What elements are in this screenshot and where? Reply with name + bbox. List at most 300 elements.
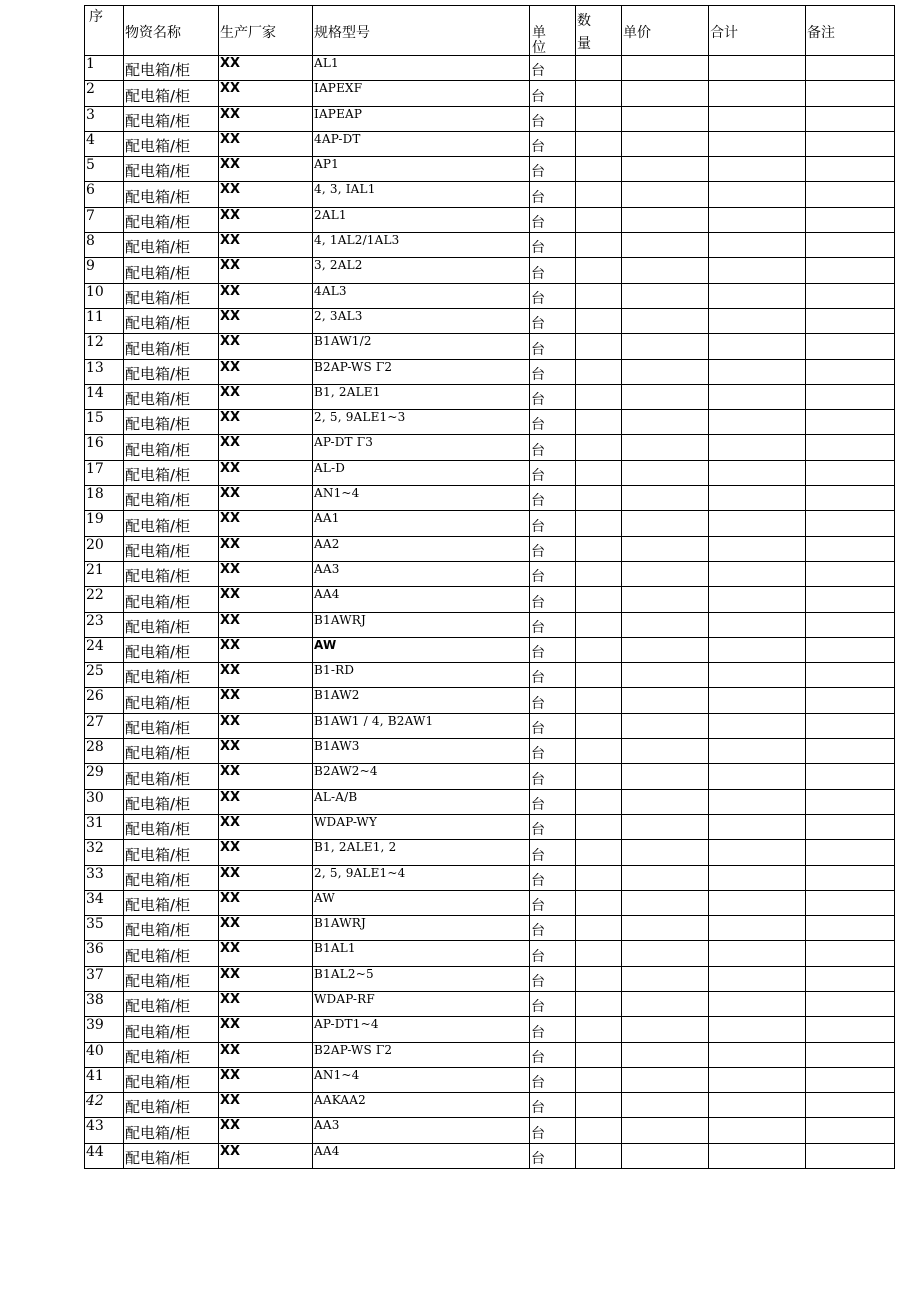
material-name-cell: 配电箱/柜 (124, 283, 219, 308)
spec-model-cell: AN1~4 (313, 486, 530, 511)
remark-cell (806, 814, 895, 839)
spec-model-cell: B2AP-WS Γ2 (313, 1042, 530, 1067)
table-row (85, 511, 895, 536)
manufacturer-cell: XX (219, 182, 313, 207)
quantity-cell (576, 789, 622, 814)
material-name-cell: 配电箱/柜 (124, 359, 219, 384)
row-number-cell: 6 (85, 182, 124, 207)
header-name (124, 6, 219, 56)
material-name-cell: 配电箱/柜 (124, 941, 219, 966)
table-row (85, 637, 895, 662)
unit-cell: 台 (530, 890, 576, 915)
spec-model-cell: AA2 (313, 536, 530, 561)
total-cell (709, 966, 806, 991)
unit-price-cell (622, 991, 709, 1016)
header-spec (313, 6, 530, 56)
material-name-cell: 配电箱/柜 (124, 764, 219, 789)
row-number-cell: 5 (85, 157, 124, 182)
unit-price-cell (622, 916, 709, 941)
remark-cell (806, 435, 895, 460)
unit-cell: 台 (530, 258, 576, 283)
unit-price-cell (622, 1118, 709, 1143)
quantity-cell (576, 283, 622, 308)
unit-cell: 台 (530, 81, 576, 106)
table-row (85, 157, 895, 182)
spec-model-cell: 4, 1AL2/1AL3 (313, 233, 530, 258)
unit-price-cell (622, 384, 709, 409)
remark-cell (806, 1067, 895, 1092)
quantity-cell (576, 182, 622, 207)
table-row (85, 587, 895, 612)
quantity-cell (576, 1143, 622, 1168)
unit-price-cell (622, 511, 709, 536)
material-name-cell: 配电箱/柜 (124, 612, 219, 637)
total-cell (709, 1118, 806, 1143)
total-cell (709, 207, 806, 232)
quantity-cell (576, 764, 622, 789)
manufacturer-cell: XX (219, 840, 313, 865)
manufacturer-cell: XX (219, 435, 313, 460)
table-row (85, 1042, 895, 1067)
unit-cell: 台 (530, 1042, 576, 1067)
quantity-cell (576, 384, 622, 409)
material-name-cell: 配电箱/柜 (124, 966, 219, 991)
total-cell (709, 233, 806, 258)
spec-model-cell: AAKAA2 (313, 1093, 530, 1118)
table-row (85, 739, 895, 764)
total-cell (709, 106, 806, 131)
table-row (85, 182, 895, 207)
table-row (85, 384, 895, 409)
remark-cell (806, 991, 895, 1016)
manufacturer-cell: XX (219, 460, 313, 485)
header-manufacturer-label: 生产厂家 (220, 25, 276, 41)
remark-cell (806, 966, 895, 991)
unit-cell: 台 (530, 1093, 576, 1118)
material-name-cell: 配电箱/柜 (124, 106, 219, 131)
spec-model-cell: B2AW2~4 (313, 764, 530, 789)
material-name-cell: 配电箱/柜 (124, 1067, 219, 1092)
remark-cell (806, 233, 895, 258)
manufacturer-cell: XX (219, 713, 313, 738)
unit-price-cell (622, 789, 709, 814)
unit-cell: 台 (530, 916, 576, 941)
table-row (85, 536, 895, 561)
unit-price-cell (622, 182, 709, 207)
quantity-cell (576, 637, 622, 662)
unit-price-cell (622, 308, 709, 333)
table-row (85, 56, 895, 81)
material-name-cell: 配电箱/柜 (124, 840, 219, 865)
manufacturer-cell: XX (219, 56, 313, 81)
row-number-cell: 10 (85, 283, 124, 308)
header-remark (806, 6, 895, 56)
header-seq-label: 序 (89, 9, 103, 25)
header-price-label: 单价 (623, 25, 651, 41)
table-row (85, 916, 895, 941)
material-name-cell: 配电箱/柜 (124, 637, 219, 662)
unit-price-cell (622, 536, 709, 561)
remark-cell (806, 410, 895, 435)
quantity-cell (576, 587, 622, 612)
remark-cell (806, 359, 895, 384)
spec-model-cell: AN1~4 (313, 1067, 530, 1092)
material-name-cell: 配电箱/柜 (124, 789, 219, 814)
total-cell (709, 157, 806, 182)
table-row (85, 308, 895, 333)
remark-cell (806, 56, 895, 81)
table-row (85, 359, 895, 384)
material-name-cell: 配电箱/柜 (124, 81, 219, 106)
total-cell (709, 258, 806, 283)
remark-cell (806, 283, 895, 308)
quantity-cell (576, 131, 622, 156)
remark-cell (806, 764, 895, 789)
unit-cell: 台 (530, 536, 576, 561)
unit-cell: 台 (530, 991, 576, 1016)
material-name-cell: 配电箱/柜 (124, 486, 219, 511)
remark-cell (806, 81, 895, 106)
manufacturer-cell: XX (219, 865, 313, 890)
header-manufacturer (219, 6, 313, 56)
table-row (85, 890, 895, 915)
manufacturer-cell: XX (219, 991, 313, 1016)
row-number-cell: 29 (85, 764, 124, 789)
unit-price-cell (622, 966, 709, 991)
unit-price-cell (622, 1143, 709, 1168)
material-name-cell: 配电箱/柜 (124, 131, 219, 156)
row-number-cell: 4 (85, 131, 124, 156)
remark-cell (806, 840, 895, 865)
unit-cell: 台 (530, 561, 576, 586)
header-price (622, 6, 709, 56)
row-number-cell: 33 (85, 865, 124, 890)
remark-cell (806, 258, 895, 283)
row-number-cell: 25 (85, 663, 124, 688)
unit-cell: 台 (530, 56, 576, 81)
remark-cell (806, 308, 895, 333)
material-name-cell: 配电箱/柜 (124, 916, 219, 941)
table-body (85, 56, 895, 1169)
unit-cell: 台 (530, 1118, 576, 1143)
unit-price-cell (622, 131, 709, 156)
material-name-cell: 配电箱/柜 (124, 1042, 219, 1067)
remark-cell (806, 663, 895, 688)
spec-model-cell: AP-DT1~4 (313, 1017, 530, 1042)
unit-cell: 台 (530, 612, 576, 637)
unit-price-cell (622, 460, 709, 485)
spec-model-cell: AA3 (313, 561, 530, 586)
unit-cell: 台 (530, 1143, 576, 1168)
row-number-cell: 40 (85, 1042, 124, 1067)
remark-cell (806, 207, 895, 232)
table-row (85, 283, 895, 308)
spec-model-cell: B1, 2ALE1 (313, 384, 530, 409)
total-cell (709, 486, 806, 511)
quantity-cell (576, 840, 622, 865)
manufacturer-cell: XX (219, 308, 313, 333)
total-cell (709, 536, 806, 561)
total-cell (709, 941, 806, 966)
unit-cell: 台 (530, 1017, 576, 1042)
row-number-cell: 14 (85, 384, 124, 409)
quantity-cell (576, 334, 622, 359)
material-name-cell: 配电箱/柜 (124, 157, 219, 182)
spec-model-cell: B1AW1/2 (313, 334, 530, 359)
total-cell (709, 587, 806, 612)
spec-model-cell: AP-DT Γ3 (313, 435, 530, 460)
unit-price-cell (622, 334, 709, 359)
spec-model-cell: 2AL1 (313, 207, 530, 232)
row-number-cell: 34 (85, 890, 124, 915)
unit-cell: 台 (530, 587, 576, 612)
total-cell (709, 789, 806, 814)
table-row (85, 410, 895, 435)
quantity-cell (576, 688, 622, 713)
unit-cell: 台 (530, 941, 576, 966)
manufacturer-cell: XX (219, 486, 313, 511)
table-row (85, 460, 895, 485)
quantity-cell (576, 865, 622, 890)
row-number-cell: 13 (85, 359, 124, 384)
material-name-cell: 配电箱/柜 (124, 258, 219, 283)
row-number-cell: 22 (85, 587, 124, 612)
quantity-cell (576, 713, 622, 738)
material-name-cell: 配电箱/柜 (124, 865, 219, 890)
total-cell (709, 865, 806, 890)
remark-cell (806, 561, 895, 586)
row-number-cell: 17 (85, 460, 124, 485)
unit-cell: 台 (530, 384, 576, 409)
row-number-cell: 21 (85, 561, 124, 586)
spec-model-cell: IAPEAP (313, 106, 530, 131)
spec-model-cell: 2, 5, 9ALE1~4 (313, 865, 530, 890)
total-cell (709, 81, 806, 106)
unit-price-cell (622, 865, 709, 890)
quantity-cell (576, 81, 622, 106)
unit-price-cell (622, 1067, 709, 1092)
unit-cell: 台 (530, 157, 576, 182)
spec-model-cell: AA4 (313, 587, 530, 612)
spec-model-cell: B1-RD (313, 663, 530, 688)
total-cell (709, 1017, 806, 1042)
manufacturer-cell: XX (219, 663, 313, 688)
row-number-cell: 42 (85, 1093, 124, 1118)
remark-cell (806, 460, 895, 485)
total-cell (709, 334, 806, 359)
unit-cell: 台 (530, 233, 576, 258)
material-name-cell: 配电箱/柜 (124, 1093, 219, 1118)
row-number-cell: 30 (85, 789, 124, 814)
quantity-cell (576, 941, 622, 966)
quantity-cell (576, 890, 622, 915)
total-cell (709, 131, 806, 156)
unit-cell: 台 (530, 840, 576, 865)
remark-cell (806, 384, 895, 409)
spec-model-cell: B1AWRJ (313, 916, 530, 941)
spec-model-cell: IAPEXF (313, 81, 530, 106)
remark-cell (806, 157, 895, 182)
spec-model-cell: 4, 3, IAL1 (313, 182, 530, 207)
table-row (85, 865, 895, 890)
unit-cell: 台 (530, 435, 576, 460)
unit-price-cell (622, 283, 709, 308)
material-name-cell: 配电箱/柜 (124, 1017, 219, 1042)
unit-cell: 台 (530, 334, 576, 359)
manufacturer-cell: XX (219, 359, 313, 384)
remark-cell (806, 1118, 895, 1143)
total-cell (709, 637, 806, 662)
table-row (85, 713, 895, 738)
remark-cell (806, 688, 895, 713)
unit-price-cell (622, 840, 709, 865)
unit-cell: 台 (530, 410, 576, 435)
spec-model-cell: B1AW2 (313, 688, 530, 713)
unit-price-cell (622, 81, 709, 106)
header-unit (530, 6, 576, 56)
manufacturer-cell: XX (219, 511, 313, 536)
remark-cell (806, 612, 895, 637)
unit-price-cell (622, 713, 709, 738)
quantity-cell (576, 106, 622, 131)
manufacturer-cell: XX (219, 1017, 313, 1042)
unit-cell: 台 (530, 283, 576, 308)
spec-model-cell: AL-D (313, 460, 530, 485)
table-row (85, 81, 895, 106)
total-cell (709, 460, 806, 485)
material-name-cell: 配电箱/柜 (124, 561, 219, 586)
manufacturer-cell: XX (219, 890, 313, 915)
material-name-cell: 配电箱/柜 (124, 511, 219, 536)
total-cell (709, 663, 806, 688)
table-row (85, 612, 895, 637)
remark-cell (806, 486, 895, 511)
unit-cell: 台 (530, 131, 576, 156)
header-total (709, 6, 806, 56)
total-cell (709, 814, 806, 839)
remark-cell (806, 739, 895, 764)
unit-price-cell (622, 663, 709, 688)
spec-model-cell: B2AP-WS Γ2 (313, 359, 530, 384)
total-cell (709, 359, 806, 384)
row-number-cell: 1 (85, 56, 124, 81)
spec-model-cell: AA3 (313, 1118, 530, 1143)
unit-cell: 台 (530, 713, 576, 738)
manufacturer-cell: XX (219, 612, 313, 637)
unit-price-cell (622, 587, 709, 612)
table-row (85, 106, 895, 131)
row-number-cell: 38 (85, 991, 124, 1016)
unit-cell: 台 (530, 486, 576, 511)
material-name-cell: 配电箱/柜 (124, 182, 219, 207)
row-number-cell: 35 (85, 916, 124, 941)
total-cell (709, 283, 806, 308)
unit-price-cell (622, 612, 709, 637)
material-name-cell: 配电箱/柜 (124, 713, 219, 738)
quantity-cell (576, 536, 622, 561)
row-number-cell: 16 (85, 435, 124, 460)
spec-model-cell: AA1 (313, 511, 530, 536)
manufacturer-cell: XX (219, 81, 313, 106)
remark-cell (806, 511, 895, 536)
material-name-cell: 配电箱/柜 (124, 1118, 219, 1143)
quantity-cell (576, 460, 622, 485)
spec-model-cell: B1AL1 (313, 941, 530, 966)
unit-cell: 台 (530, 637, 576, 662)
unit-cell: 台 (530, 739, 576, 764)
spec-model-cell: WDAP-RF (313, 991, 530, 1016)
total-cell (709, 1143, 806, 1168)
table-row (85, 233, 895, 258)
remark-cell (806, 916, 895, 941)
unit-price-cell (622, 637, 709, 662)
unit-price-cell (622, 410, 709, 435)
spec-model-cell: B1AW3 (313, 739, 530, 764)
quantity-cell (576, 612, 622, 637)
material-name-cell: 配电箱/柜 (124, 890, 219, 915)
row-number-cell: 20 (85, 536, 124, 561)
total-cell (709, 410, 806, 435)
row-number-cell: 28 (85, 739, 124, 764)
spec-model-cell: AP1 (313, 157, 530, 182)
unit-price-cell (622, 941, 709, 966)
row-number-cell: 31 (85, 814, 124, 839)
unit-cell: 台 (530, 966, 576, 991)
table-row (85, 1067, 895, 1092)
remark-cell (806, 789, 895, 814)
table-row (85, 435, 895, 460)
remark-cell (806, 865, 895, 890)
table-header-row (85, 6, 895, 56)
manufacturer-cell: XX (219, 1067, 313, 1092)
quantity-cell (576, 814, 622, 839)
table-row (85, 789, 895, 814)
unit-cell: 台 (530, 1067, 576, 1092)
table-row (85, 561, 895, 586)
header-unit-label: 单位 (532, 25, 546, 56)
unit-cell: 台 (530, 308, 576, 333)
material-name-cell: 配电箱/柜 (124, 435, 219, 460)
header-name-label: 物资名称 (125, 25, 181, 41)
material-name-cell: 配电箱/柜 (124, 688, 219, 713)
total-cell (709, 1093, 806, 1118)
total-cell (709, 56, 806, 81)
quantity-cell (576, 233, 622, 258)
total-cell (709, 764, 806, 789)
table-row (85, 966, 895, 991)
header-spec-label: 规格型号 (314, 25, 370, 41)
total-cell (709, 739, 806, 764)
table-row (85, 1118, 895, 1143)
total-cell (709, 308, 806, 333)
unit-price-cell (622, 688, 709, 713)
row-number-cell: 36 (85, 941, 124, 966)
row-number-cell: 12 (85, 334, 124, 359)
manufacturer-cell: XX (219, 1118, 313, 1143)
unit-price-cell (622, 1042, 709, 1067)
manufacturer-cell: XX (219, 587, 313, 612)
manufacturer-cell: XX (219, 789, 313, 814)
manufacturer-cell: XX (219, 561, 313, 586)
total-cell (709, 182, 806, 207)
manufacturer-cell: XX (219, 106, 313, 131)
row-number-cell: 23 (85, 612, 124, 637)
unit-cell: 台 (530, 207, 576, 232)
quantity-cell (576, 1067, 622, 1092)
row-number-cell: 24 (85, 637, 124, 662)
table-row (85, 131, 895, 156)
total-cell (709, 713, 806, 738)
